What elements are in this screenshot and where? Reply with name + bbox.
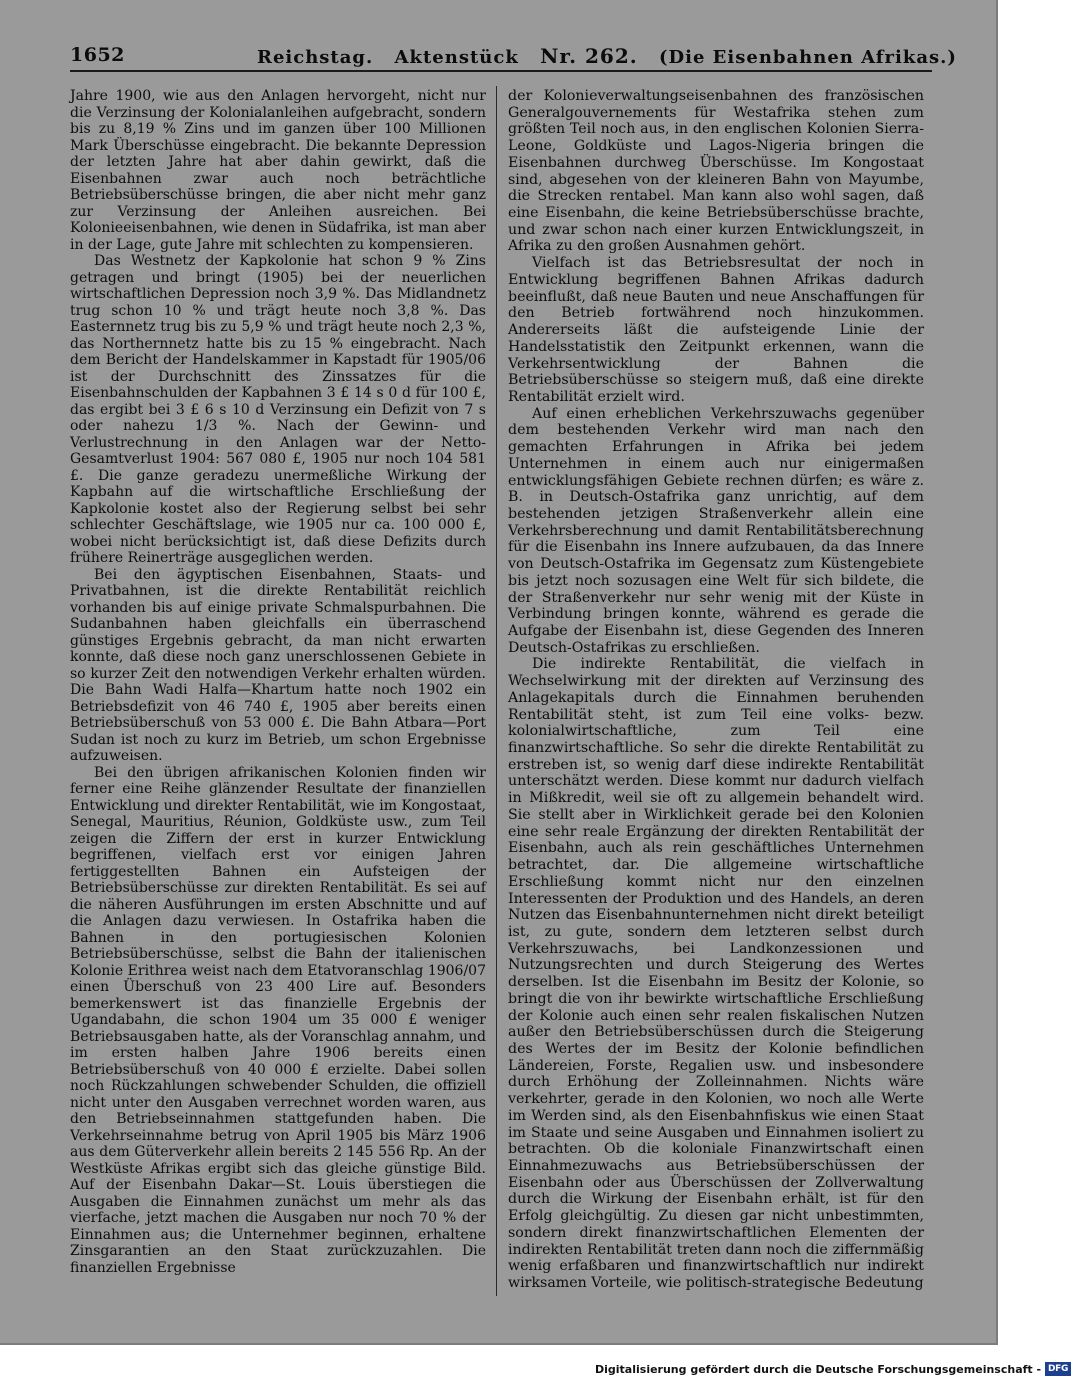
paragraph: der Kolonieverwaltungseisenbahnen des französischen Generalgouvernements für Westafrika stehen zum größten Teil noch aus, in den englischen Kolonien Sierra-Leone, Goldküste und Lagos-Nigeria bringen die Eisenbahnen durchweg Überschüsse. Im Kongostaat sind, abgesehen von der kleineren Bahn von Mayumbe, die Strecken rentabel. Man kann also wohl sagen, daß eine Eisenbahn, die keine Betriebsüberschüsse brachte, und zwar schon nach einer kurzen Entwicklungszeit, in Afrika zu den großen Ausnahmen gehört.: [508, 88, 924, 255]
paragraph: Die indirekte Rentabilität, die vielfach in Wechselwirkung mit der direkten auf Verzinsung des Anlagekapitals durch die Einnahmen beruhenden Rentabilität steht, ist zum Teil eine volks- bezw. kolonialwirtschaftliche, zum Teil eine finanzwirtschaftliche. So sehr die direkte Rentabilität zu erstreben ist, so wenig darf diese indirekte Rentabilität unterschätzt werden. Diese kommt nur dadurch vielfach in Mißkredit, weil sie oft zu allgemein behandelt wird. Sie stellt aber in Wirklichkeit gerade bei den Kolonien eine sehr reale Ergänzung der direkten Rentabilität der Eisenbahn, auch als rein geschäftliches Unternehmen betrachtet, dar. Die allgemeine wirtschaftliche Erschließung kommt nicht nur den einzelnen Interessenten der Produktion und des Handels, an deren Nutzen das Eisenbahnunternehmen nicht direkt beteiligt ist, zu gute, sondern dem letzteren selbst durch Verkehrszuwachs, bei Landkonzessionen und Nutzungsrechten und durch Steigerung des Wertes derselben. Ist die Eisenbahn im Besitz der Kolonie, so bringt die von ihr bewirkte wirtschaftliche Erschließung der Kolonie auch einen sehr realen fiskalischen Nutzen außer den Betriebsüberschüssen durch die Steigerung des Wertes der im Besitz der Kolonie befindlichen Ländereien, Forste, Regalien usw. und insbesondere durch Erhöhung der Zolleinnahmen. Nichts wäre verkehrter, gerade in den Kolonien, wo noch alle Werte im Werden sind, als den Eisenbahnfiskus wie einen Staat im Staate und seine Ausgaben und Einnahmen isoliert zu betrachten. Ob die koloniale Finanzwirtschaft einen Einnahmezuwachs aus Betriebsüberschüssen der Eisenbahn oder aus Überschüssen der Zollverwaltung durch die Wirkung der Eisenbahn erhält, ist für den Erfolg gleichgültig. Zu diesen gar nicht unbestimmten, sondern direkt finanzwirtschaftlichen Elementen der indirekten Rentabilität treten dann noch die ziffernmäßig wenig erfaßbaren und finanzwirtschaftlich nur indirekt wirksamen Vorteile, wie politisch-strategische Bedeutung: [508, 656, 924, 1292]
paragraph: Bei den ägyptischen Eisenbahnen, Staats- und Privatbahnen, ist die direkte Rentabilität reichlich vorhanden bis auf einige private Schmalspurbahnen. Die Sudanbahnen haben gleichfalls ein überraschend günstiges Ergebnis gebracht, da man nicht erwarten konnte, daß diese noch ganz unerschlossenen Gebiete in so kurzer Zeit den notwendigen Verkehr erhalten würden. Die Bahn Wadi Halfa—Khartum hatte noch 1902 ein Betriebsdefizit von 46 740 £, 1905 aber bereits einen Betriebsüberschuß von 53 000 £. Die Bahn Atbara—Port Sudan ist noch zu kurz im Betrieb, um schon Ergebnisse aufzuweisen.: [70, 566, 486, 764]
page-number: 1652: [70, 44, 125, 66]
document-subject: (Die Eisenbahnen Afrikas.): [659, 47, 957, 68]
dfg-logo-icon: DFG: [1045, 1362, 1071, 1376]
funding-credit: Digitalisierung gefördert durch die Deutsche Forschungsgemeinschaft -: [595, 1362, 1042, 1376]
journal-name: Reichstag.: [257, 47, 374, 68]
paragraph: Bei den übrigen afrikanischen Kolonien finden wir ferner eine Reihe glänzender Resultate der finanziellen Entwicklung und direkter Rentabilität, wie im Kongostaat, Senegal, Mauritius, Réunion, Goldküste usw., zum Teil zeigen die Ziffern der erst in kurzer Entwicklung begriffenen, vielfach erst vor einigen Jahren fertiggestellten Bahnen ein Aufsteigen der Betriebsüberschüsse zur direkten Rentabilität. Es sei auf die näheren Ausführungen im ersten Abschnitte und auf die Anlagen dazu verwiesen. In Ostafrika haben die Bahnen in den portugiesischen Kolonien Betriebsüberschüsse, selbst die Bahn der italienischen Kolonie Erithrea weist nach dem Etatvoranschlag 1906/07 einen Überschuß von 23 400 Lire auf. Besonders bemerkenswert ist das finanzielle Ergebnis der Ugandabahn, die schon 1904 um 35 000 £ weniger Betriebsausgaben hatte, als der Voranschlag annahm, und im ersten halben Jahre 1906 bereits einen Betriebsüberschuß von 40 000 £ erzielte. Dabei sollen noch Rückzahlungen schwebender Schulden, die offiziell nicht unter den Ausgaben verrechnet worden waren, aus den Betriebseinnahmen stattgefunden haben. Die Verkehrseinnahme betrug von April 1905 bis März 1906 aus dem Güterverkehr allein bereits 2 145 556 Rp. An der Westküste Afrikas ergibt sich das gleiche günstige Bild. Auf der Eisenbahn Dakar—St. Louis überstiegen die Ausgaben die Einnahmen zunächst um mehr als das vierfache, jetzt machen die Ausgaben nur noch 70 % der Einnahmen aus; die Unternehmer beginnen, erhaltene Zinsgarantien an den Staat zurückzuzahlen. Die finanziellen Ergebnisse: [70, 764, 486, 1276]
paragraph: Vielfach ist das Betriebsresultat der noch in Entwicklung begriffenen Bahnen Afrikas dadurch beeinflußt, daß neue Bauten und neue Anschaffungen für den Betrieb fortwährend noch hinzukommen. Andererseits läßt die aufsteigende Linie der Handelsstatistik den Zeitpunkt erkennen, wann die Verkehrsentwicklung der Bahnen die Betriebsüberschüsse so steigern muß, daß eine direkte Rentabilität erzielt wird.: [508, 255, 924, 405]
paragraph: Das Westnetz der Kapkolonie hat schon 9 % Zins getragen und bringt (1905) bei der neuerlichen wirtschaftlichen Depression noch 3,9 %. Das Midlandnetz trug schon 10 % und trägt heute noch 3,8 %. Das Easternnetz trug bis zu 5,9 % und trägt heute noch 2,3 %, das Northernnetz hatte bis zu 15 % eingebracht. Nach dem Bericht der Handelskammer in Kapstadt für 1905/06 ist der Durchschnitt des Zinssatzes für die Eisenbahnschulden der Kapbahnen 3 £ 14 s 0 d für 100 £, das ergibt bei 3 £ 6 s 10 d Verzinsung ein Defizit von 7 s oder nahezu 1/3 %. Nach der Gewinn- und Verlustrechnung in den Anlagen war der Netto-Gesamtverlust 1904: 567 080 £, 1905 nur noch 104 581 £. Die ganze geradezu unermeßliche Wirkung der Kapbahn auf die wirtschaftliche Erschließung der Kapkolonie kostet also der Regierung selbst bei sehr schlechter Geschäftslage, wie 1905 nur ca. 100 000 £, wobei nicht berücksichtigt ist, daß diese Defizits durch frühere Reinerträge ausgeglichen werden.: [70, 253, 486, 566]
running-header: [70, 40, 957, 72]
running-title: [257, 44, 971, 68]
right-text-column: [508, 88, 924, 1292]
document-number: Nr. 262.: [540, 44, 638, 68]
digitization-footer: [595, 1361, 1071, 1377]
paragraph: Jahre 1900, wie aus den Anlagen hervorgeht, nicht nur die Verzinsung der Kolonialanleihen aufgebracht, sondern bis zu 8,19 % Zins und im ganzen über 100 Millionen Mark Überschüsse eingebracht. Die bekannte Depression der letzten Jahre hat aber dahin gewirkt, daß die Eisenbahnen zwar auch noch beträchtliche Betriebsüberschüsse bringen, die aber nicht mehr ganz zur Verzinsung der Anleihen ausreichen. Bei Kolonieeisenbahnen, wie denen in Südafrika, ist man aber in der Lage, gute Jahre mit schlechten zu kompensieren.: [70, 88, 486, 253]
paragraph: Auf einen erheblichen Verkehrszuwachs gegenüber dem bestehenden Verkehr wird man nach den gemachten Erfahrungen in Afrika bei jedem Unternehmen in einem auch nur einigermaßen entwicklungsfähigen Gebiete rechnen dürfen; es wäre z. B. in Deutsch-Ostafrika ganz unrichtig, auf dem bestehenden jetzigen Straßenverkehr allein eine Verkehrsberechnung und damit Rentabilitätsberechnung für die Eisenbahn ins Innere aufzubauen, da das Innere von Deutsch-Ostafrika im Gegensatz zum Küstengebiete bis jetzt noch sozusagen eine Welt für sich bildete, die der Straßenverkehr nur sehr wenig mit der Küste in Verbindung bringen konnte, während es gerade die Aufgabe der Eisenbahn ist, diese Gegenden des Inneren Deutsch-Ostafrikas zu erschließen.: [508, 405, 924, 656]
document-label: Aktenstück: [394, 47, 519, 68]
column-divider: [496, 86, 497, 1296]
left-text-column: [70, 88, 486, 1276]
